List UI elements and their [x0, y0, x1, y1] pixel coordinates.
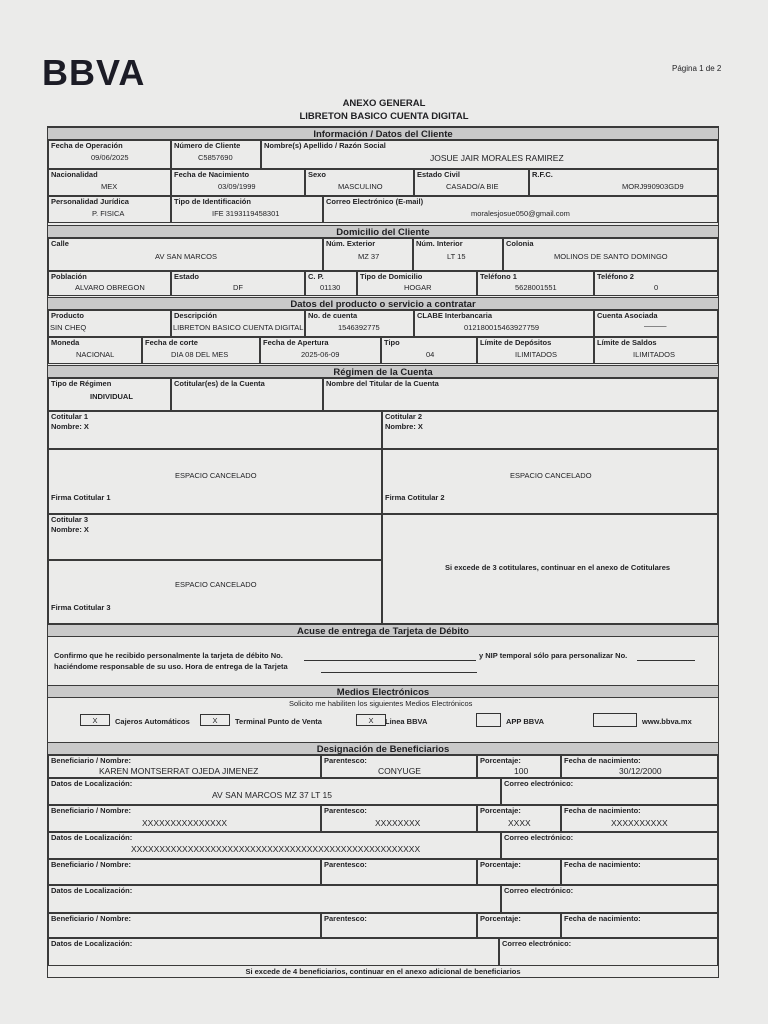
field-value: CASADO/A BIE — [446, 182, 499, 191]
cotitular1-cell — [48, 411, 382, 449]
field-value: JOSUE JAIR MORALES RAMIREZ — [430, 153, 564, 163]
field-value: INDIVIDUAL — [90, 392, 133, 401]
medios-intro: Solicito me habiliten los siguientes Medios Electrónicos — [289, 699, 473, 708]
field-label: Tipo de Identificación — [174, 197, 251, 206]
field-label: Nombre del Titular de la Cuenta — [326, 379, 439, 388]
field-value: Nombre: X — [385, 422, 423, 431]
field-value: P. FISICA — [92, 209, 125, 218]
field-label: Fecha de nacimiento: — [564, 914, 641, 923]
field-label: No. de cuenta — [308, 311, 358, 320]
field-label: Colonia — [506, 239, 534, 248]
firma-label: Firma Cotitular 1 — [51, 493, 111, 502]
cajeros-checkbox[interactable]: X — [80, 714, 110, 726]
document-title: ANEXO GENERAL — [342, 98, 426, 109]
descripcion-cell — [171, 310, 305, 337]
field-value: MORJ990903GD9 — [622, 182, 684, 191]
field-label: Porcentaje: — [480, 806, 521, 815]
field-value: 2025-06-09 — [301, 350, 340, 359]
field-label: Correo electrónico: — [504, 886, 574, 895]
field-value: 01130 — [320, 283, 341, 292]
producto-cell — [48, 310, 171, 337]
www-bbva-checkbox[interactable] — [593, 713, 637, 727]
beneficiario-parentesco-cell — [321, 859, 477, 885]
field-value: MEX — [101, 182, 118, 191]
field-label: Nacionalidad — [51, 170, 98, 179]
field-label: Datos de Localización: — [51, 779, 133, 788]
field-value: Nombre: X — [51, 525, 89, 534]
field-label: Población — [51, 272, 87, 281]
section-domicilio: Domicilio del Cliente — [48, 225, 718, 238]
firma-label: Firma Cotitular 2 — [385, 493, 445, 502]
cp-cell — [305, 271, 357, 296]
field-label: Producto — [51, 311, 84, 320]
field-value: ILIMITADOS — [633, 350, 675, 359]
field-value: CONYUGE — [378, 766, 421, 776]
field-label: Beneficiario / Nombre: — [51, 806, 132, 815]
field-label: Parentesco: — [324, 806, 367, 815]
field-label: C. P. — [308, 272, 324, 281]
fecha-corte-cell — [142, 337, 260, 364]
field-label: Fecha de corte — [145, 338, 198, 347]
field-label: Parentesco: — [324, 756, 367, 765]
nip-text: y NIP temporal sólo para personalizar No. — [479, 651, 628, 660]
field-label: Sexo — [308, 170, 326, 179]
tarjeta-number-line[interactable] — [304, 660, 476, 661]
field-label: Núm. Exterior — [326, 239, 376, 248]
field-label: CLABE Interbancaria — [417, 311, 493, 320]
contract-form — [47, 126, 719, 978]
field-value: LIBRETON BASICO CUENTA DIGITAL — [173, 323, 304, 332]
www-bbva-label: www.bbva.mx — [642, 717, 692, 726]
field-label: Tipo — [384, 338, 400, 347]
field-value: 012180015463927759 — [464, 323, 540, 332]
excede-note: Si excede de 3 cotitulares, continuar en el anexo de Cotitulares — [445, 563, 671, 572]
field-label: Fecha de nacimiento: — [564, 806, 641, 815]
colonia-cell — [503, 238, 718, 271]
fecha-operacion-cell — [48, 140, 171, 169]
beneficiario-correo-cell — [499, 938, 718, 966]
field-value: NACIONAL — [76, 350, 115, 359]
tipo-domicilio-cell — [357, 271, 477, 296]
beneficiario-porcentaje-cell — [477, 805, 561, 832]
field-label: Beneficiario / Nombre: — [51, 860, 132, 869]
section-producto: Datos del producto o servicio a contratar — [48, 297, 718, 310]
sexo-cell — [305, 169, 414, 196]
firma-label: Firma Cotitular 3 — [51, 603, 111, 612]
espacio-cancelado: ESPACIO CANCELADO — [175, 471, 257, 480]
beneficiario-parentesco-cell — [321, 755, 477, 778]
field-label: Correo electrónico: — [502, 939, 572, 948]
page-number: Página 1 de 2 — [672, 64, 722, 73]
fecha-nacimiento-cell — [171, 169, 305, 196]
field-label: Moneda — [51, 338, 80, 347]
beneficiario-fecha-nac-cell — [561, 859, 718, 885]
field-label: Cuenta Asociada — [597, 311, 658, 320]
field-value: 5628001551 — [515, 283, 557, 292]
field-label: Tipo de Domicilio — [360, 272, 423, 281]
field-value: 04 — [426, 350, 435, 359]
beneficiario-nombre-cell — [48, 913, 321, 938]
field-value: XXXX — [508, 818, 531, 828]
field-label: Datos de Localización: — [51, 833, 133, 842]
field-label: Descripción — [174, 311, 217, 320]
field-value: KAREN MONTSERRAT OJEDA JIMENEZ — [99, 766, 259, 776]
field-value: ——— — [644, 321, 667, 330]
field-value: 09/06/2025 — [91, 153, 129, 162]
field-label: Nombre(s) Apellido / Razón Social — [264, 141, 386, 150]
cotitular3-cell — [48, 514, 382, 560]
field-label: Fecha de nacimiento: — [564, 860, 641, 869]
field-value: AV SAN MARCOS MZ 37 LT 15 — [212, 790, 332, 800]
field-value: DF — [233, 283, 243, 292]
espacio-cancelado: ESPACIO CANCELADO — [510, 471, 592, 480]
field-label: Parentesco: — [324, 914, 367, 923]
field-value: XXXXXXXXXX — [611, 818, 668, 828]
limite-depositos-cell — [477, 337, 594, 364]
field-label: Beneficiario / Nombre: — [51, 914, 132, 923]
field-label: Número de Cliente — [174, 141, 241, 150]
beneficiario-fecha-nac-cell — [561, 805, 718, 832]
field-label: Estado — [174, 272, 200, 281]
beneficiario-correo-cell — [501, 885, 718, 913]
beneficiario-localizacion-cell — [48, 832, 501, 859]
terminal-pv-label: Terminal Punto de Venta — [235, 717, 322, 726]
field-label: Teléfono 1 — [480, 272, 517, 281]
beneficiario-parentesco-cell — [321, 805, 477, 832]
field-label: Fecha de Apertura — [263, 338, 329, 347]
beneficiario-porcentaje-cell — [477, 913, 561, 938]
beneficiario-fecha-nac-cell — [561, 913, 718, 938]
tipo-regimen-cell — [48, 378, 171, 411]
field-value: IFE 3193119458301 — [212, 209, 280, 218]
field-label: Porcentaje: — [480, 914, 521, 923]
field-value: C5857690 — [198, 153, 233, 162]
field-value: moralesjosue050@gmail.com — [471, 209, 570, 218]
field-label: Límite de Saldos — [597, 338, 657, 347]
app-bbva-label: APP BBVA — [506, 717, 545, 726]
beneficiario-nombre-cell — [48, 755, 321, 778]
field-label: Fecha de Operación — [51, 141, 123, 150]
tipo-identificacion-cell — [171, 196, 323, 223]
field-label: Límite de Depósitos — [480, 338, 552, 347]
numero-cliente-cell — [171, 140, 261, 169]
field-label: Fecha de nacimiento: — [564, 756, 641, 765]
nacionalidad-cell — [48, 169, 171, 196]
beneficiario-fecha-nac-cell — [561, 755, 718, 778]
num-interior-cell — [413, 238, 503, 271]
estado-civil-cell — [414, 169, 529, 196]
field-value: XXXXXXXXXXXXXXXXXXXXXXXXXXXXXXXXXXXXXXXXXXXXXXXXXXX — [131, 844, 421, 854]
estado-cell — [171, 271, 305, 296]
field-value: 0 — [654, 283, 659, 292]
beneficiario-nombre-cell — [48, 859, 321, 885]
section-medios: Medios Electrónicos — [48, 685, 718, 698]
field-value: XXXXXXXX — [375, 818, 421, 828]
field-label: Estado Civil — [417, 170, 460, 179]
section-regimen: Régimen de la Cuenta — [48, 365, 718, 378]
num-exterior-cell — [323, 238, 413, 271]
beneficiarios-footer-note: Si excede de 4 beneficiarios, continuar en el anexo adicional de beneficiarios — [245, 967, 521, 976]
field-value: ILIMITADOS — [515, 350, 557, 359]
firma-cotitular2-cell — [382, 449, 718, 514]
beneficiario-localizacion-cell — [48, 778, 501, 805]
linea-bbva-checkbox[interactable]: X — [356, 714, 386, 726]
field-value: MZ 37 — [358, 252, 380, 261]
moneda-cell — [48, 337, 142, 364]
field-label: Correo Electrónico (E-mail) — [326, 197, 424, 206]
limite-saldos-cell — [594, 337, 718, 364]
section-cliente: Información / Datos del Cliente — [48, 127, 718, 140]
field-label: Calle — [51, 239, 69, 248]
document-subtitle: LIBRETON BASICO CUENTA DIGITAL — [299, 111, 469, 122]
field-label: Fecha de Nacimiento — [174, 170, 250, 179]
beneficiario-correo-cell — [501, 778, 718, 805]
clabe-cell — [414, 310, 594, 337]
field-label: Cotitular 3 — [51, 515, 89, 524]
cuenta-asociada-cell — [594, 310, 718, 337]
field-label: Porcentaje: — [480, 860, 521, 869]
beneficiario-localizacion-cell — [48, 885, 501, 913]
poblacion-cell — [48, 271, 171, 296]
cotitulares-cell — [171, 378, 323, 411]
field-value: LT 15 — [447, 252, 466, 261]
field-value: 30/12/2000 — [619, 766, 662, 776]
field-label: Porcentaje: — [480, 756, 521, 765]
field-label: Correo electrónico: — [504, 779, 574, 788]
nip-number-line[interactable] — [637, 660, 695, 661]
calle-cell — [48, 238, 323, 271]
tipo-cell — [381, 337, 477, 364]
nombre-cliente-cell — [261, 140, 718, 169]
rfc-cell — [529, 169, 718, 196]
espacio-cancelado: ESPACIO CANCELADO — [175, 580, 257, 589]
field-value: Nombre: X — [51, 422, 89, 431]
field-value: 100 — [514, 766, 529, 776]
beneficiario-localizacion-cell — [48, 938, 499, 966]
field-label: Tipo de Régimen — [51, 379, 112, 388]
correo-cell — [323, 196, 718, 223]
field-label: Beneficiario / Nombre: — [51, 756, 132, 765]
field-label: Personalidad Jurídica — [51, 197, 129, 206]
field-label: Cotitular 2 — [385, 412, 423, 421]
hora-entrega-line[interactable] — [321, 672, 477, 673]
bbva-logo: BBVA — [42, 52, 146, 93]
cajeros-label: Cajeros Automáticos — [115, 717, 190, 726]
field-value: ALVARO OBREGON — [75, 283, 145, 292]
acuse-text-1: Confirmo que he recibido personalmente la tarjeta de débito No. — [54, 651, 283, 660]
field-value: 1546392775 — [338, 323, 380, 332]
beneficiario-parentesco-cell — [321, 913, 477, 938]
linea-bbva-label: Linea BBVA — [385, 717, 428, 726]
app-bbva-checkbox[interactable] — [476, 713, 501, 727]
field-label: Núm. Interior — [416, 239, 463, 248]
field-label: Cotitular(es) de la Cuenta — [174, 379, 265, 388]
telefono2-cell — [594, 271, 718, 296]
excede-cotitulares-cell — [382, 514, 718, 624]
beneficiario-correo-cell — [501, 832, 718, 859]
field-value: AV SAN MARCOS — [155, 252, 217, 261]
field-label: R.F.C. — [532, 170, 553, 179]
field-value: HOGAR — [404, 283, 432, 292]
field-value: DIA 08 DEL MES — [171, 350, 229, 359]
acuse-text-2: haciéndome responsable de su uso. Hora de entrega de la Tarjeta — [54, 662, 288, 671]
beneficiario-porcentaje-cell — [477, 859, 561, 885]
field-value: XXXXXXXXXXXXXXX — [142, 818, 228, 828]
section-acuse: Acuse de entrega de Tarjeta de Débito — [48, 624, 718, 637]
num-cuenta-cell — [305, 310, 414, 337]
firma-cotitular3-cell — [48, 560, 382, 624]
beneficiario-nombre-cell — [48, 805, 321, 832]
field-label: Datos de Localización: — [51, 886, 133, 895]
cotitular2-cell — [382, 411, 718, 449]
field-label: Teléfono 2 — [597, 272, 634, 281]
field-label: Correo electrónico: — [504, 833, 574, 842]
field-label: Parentesco: — [324, 860, 367, 869]
titular-cell — [323, 378, 718, 411]
field-value: MASCULINO — [338, 182, 383, 191]
firma-cotitular1-cell — [48, 449, 382, 514]
field-value: MOLINOS DE SANTO DOMINGO — [554, 252, 668, 261]
field-value: 03/09/1999 — [218, 182, 256, 191]
field-value: SIN CHEQ — [50, 323, 87, 332]
beneficiario-porcentaje-cell — [477, 755, 561, 778]
terminal-pv-checkbox[interactable]: X — [200, 714, 230, 726]
personalidad-cell — [48, 196, 171, 223]
telefono1-cell — [477, 271, 594, 296]
fecha-apertura-cell — [260, 337, 381, 364]
field-label: Cotitular 1 — [51, 412, 89, 421]
field-label: Datos de Localización: — [51, 939, 133, 948]
section-beneficiarios: Designación de Beneficiarios — [48, 742, 718, 755]
